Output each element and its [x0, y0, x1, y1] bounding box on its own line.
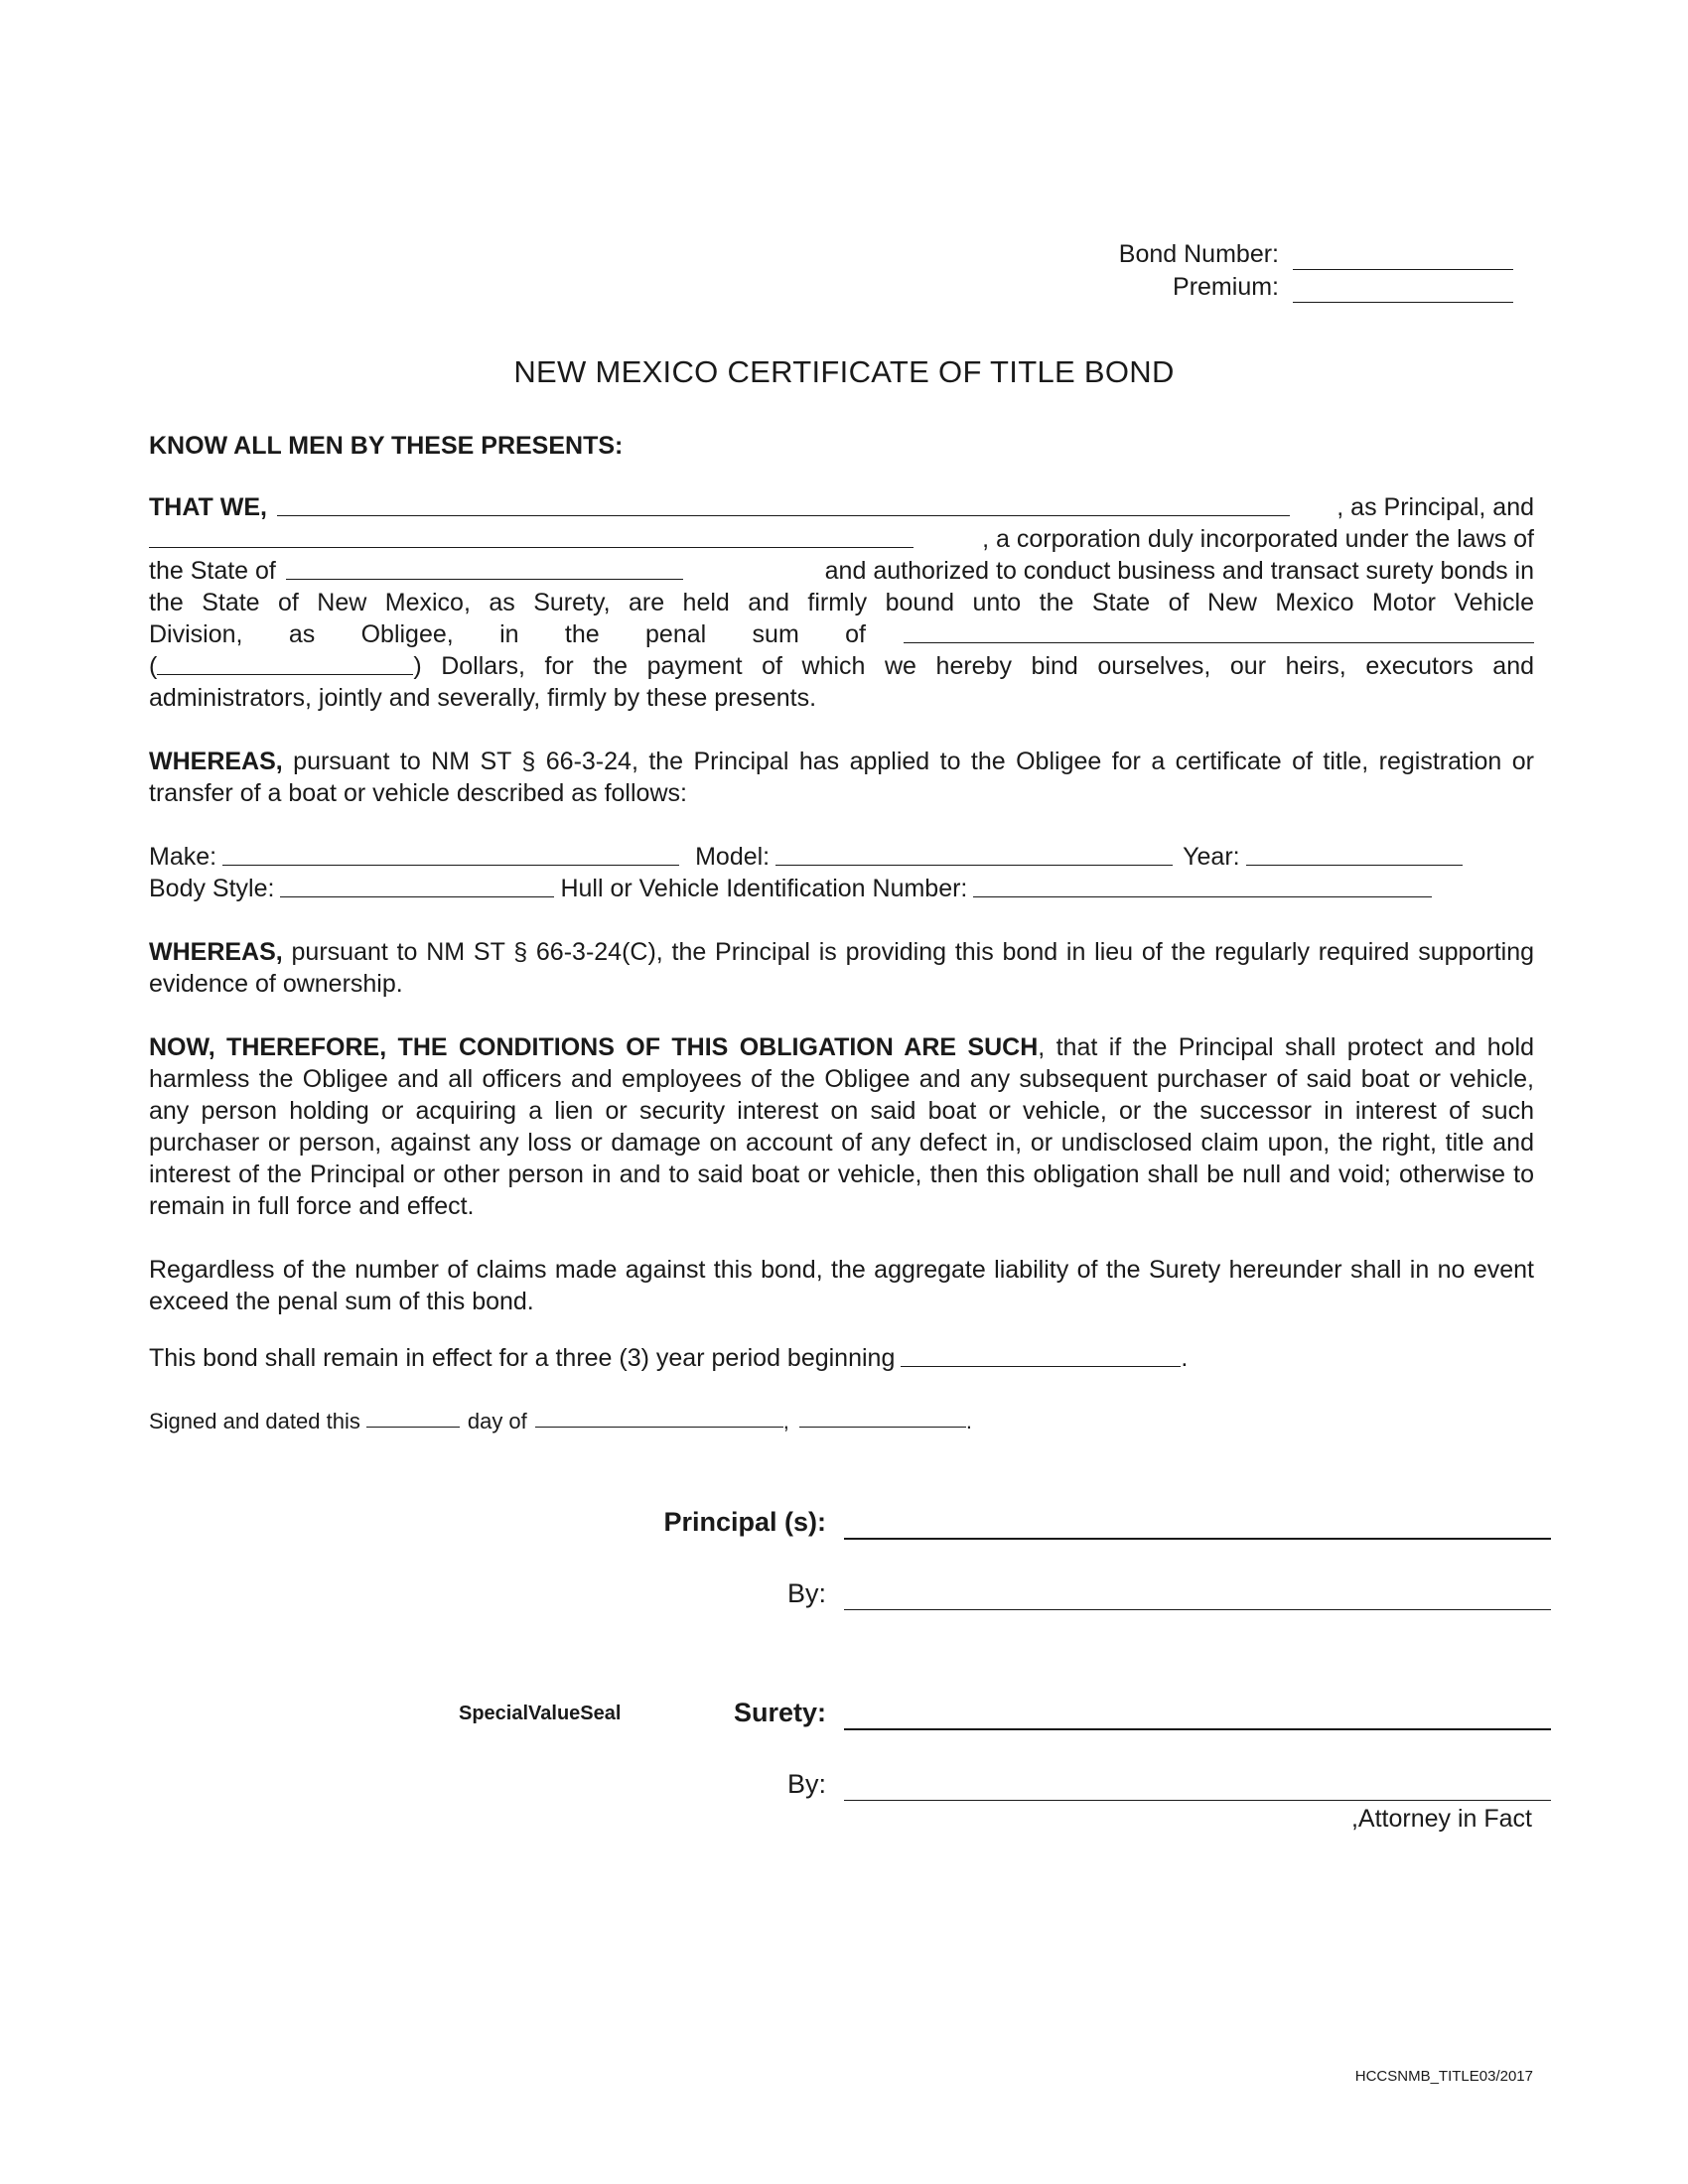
dollars-text: ) Dollars, for the payment of which we hereby bind ourselves, our heirs, executors and — [413, 652, 1534, 680]
state-of-label: the State of — [149, 557, 276, 585]
that-we-line-6 — [149, 650, 1534, 682]
year-field[interactable] — [1246, 841, 1463, 866]
conditions-paragraph — [149, 1031, 1534, 1222]
make-field[interactable] — [222, 841, 679, 866]
signed-comma: , — [782, 1409, 789, 1433]
term-begin-date-field[interactable] — [901, 1342, 1181, 1367]
state-of-incorporation-field[interactable] — [286, 555, 683, 580]
signed-prefix: Signed and dated this — [149, 1409, 360, 1433]
signed-line — [149, 1406, 1534, 1437]
premium-label: Premium: — [1173, 273, 1279, 301]
whereas-1-lead: WHEREAS, — [149, 748, 283, 775]
principal-by-line[interactable] — [844, 1572, 1551, 1610]
whereas-2-lead: WHEREAS, — [149, 938, 283, 966]
body-style-field[interactable] — [280, 873, 554, 897]
conditions-text: , that if the Principal shall protect and hold harmless the Obligee and all officers and employees of the Obligee and any subsequent purchaser of said boat or vehicle, any person holding or acquiring a lien or security interest on said boat or vehicle, or the successor in interest of such purchaser or person, against any loss or damage on account of any defect in, or undisclosed claim upon, the right, title and interest of the Principal or other person in and to said boat or vehicle, then this obligation shall be null and void; otherwise to remain in full force and effect. — [149, 1033, 1534, 1220]
document-title: NEW MEXICO CERTIFICATE OF TITLE BOND — [513, 354, 1175, 389]
bond-number-row — [1119, 238, 1513, 270]
penal-sum-text: Division, as Obligee, in the penal sum of — [149, 620, 866, 648]
body-style-label: Body Style: — [149, 875, 275, 902]
day-of-label: day of — [467, 1409, 527, 1433]
special-value-seal: SpecialValueSeal — [459, 1703, 622, 1724]
term-period: . — [1181, 1344, 1189, 1372]
surety-by-line[interactable] — [844, 1763, 1551, 1801]
conditions-lead: NOW, THEREFORE, THE CONDITIONS OF THIS OBLIGATION ARE SUCH — [149, 1033, 1039, 1061]
that-we-line-7: administrators, jointly and severally, firmly by these presents. — [149, 684, 817, 712]
whereas-1-text: pursuant to NM ST § 66-3-24, the Principal has applied to the Obligee for a certificate of title, registration or transfer of a boat or vehicle described as follows: — [149, 748, 1534, 807]
vehicle-line-2 — [149, 873, 1534, 904]
vin-field[interactable] — [973, 873, 1432, 897]
term-line — [149, 1342, 1534, 1374]
aggregate-paragraph: Regardless of the number of claims made against this bond, the aggregate liability of the Surety hereunder shall in no event exceed the penal sum of this bond. — [149, 1256, 1534, 1315]
corporation-text: , a corporation duly incorporated under the laws of — [982, 525, 1534, 553]
signed-period: . — [965, 1409, 973, 1433]
whereas-2-text: pursuant to NM ST § 66-3-24(C), the Principal is providing this bond in lieu of the regularly required supporting evidence of ownership. — [149, 938, 1534, 998]
penal-sum-words-field[interactable] — [904, 618, 1534, 643]
signed-month-field[interactable] — [535, 1406, 783, 1428]
vin-label: Hull or Vehicle Identification Number: — [560, 875, 968, 902]
intro-heading: KNOW ALL MEN BY THESE PRESENTS: — [149, 432, 624, 460]
signed-day-field[interactable] — [366, 1406, 460, 1428]
principal-label: Principal (s): — [663, 1507, 826, 1537]
model-field[interactable] — [775, 841, 1173, 866]
paren-open: ( — [149, 652, 158, 680]
premium-row — [1173, 271, 1513, 303]
form-code: HCCSNMB_TITLE03/2017 — [1354, 2068, 1533, 2085]
whereas-2-paragraph — [149, 936, 1534, 1000]
that-we-line-1 — [149, 491, 1534, 523]
that-we-line-4: the State of New Mexico, as Surety, are held and firmly bound unto the State of New Mexico Motor Vehicle — [149, 589, 1534, 616]
surety-name-field[interactable] — [149, 523, 914, 548]
make-label: Make: — [149, 843, 217, 871]
model-label: Model: — [695, 843, 771, 871]
as-principal-text: , as Principal, and — [1336, 493, 1534, 521]
premium-field[interactable] — [1293, 276, 1513, 303]
bond-number-field[interactable] — [1293, 243, 1513, 270]
principal-name-field[interactable] — [277, 491, 1290, 516]
surety-label: Surety: — [733, 1698, 826, 1727]
that-we-lead: THAT WE, — [149, 493, 267, 521]
surety-signature-line[interactable] — [844, 1692, 1551, 1730]
that-we-line-3 — [149, 555, 1534, 587]
principal-signature-line[interactable] — [844, 1501, 1551, 1540]
that-we-line-2 — [149, 523, 1534, 555]
signed-year-field[interactable] — [799, 1406, 966, 1428]
principal-by-label: By: — [786, 1578, 826, 1608]
term-text: This bond shall remain in effect for a three (3) year period beginning — [149, 1344, 896, 1372]
attorney-in-fact-label: ,Attorney in Fact — [1350, 1805, 1532, 1833]
whereas-1-paragraph — [149, 746, 1534, 809]
bond-number-label: Bond Number: — [1118, 240, 1279, 268]
surety-by-label: By: — [786, 1769, 826, 1799]
that-we-line-5 — [149, 618, 1534, 650]
penal-sum-amount-field[interactable] — [157, 650, 413, 675]
vehicle-line-1 — [149, 841, 1534, 873]
authorized-text: and authorized to conduct business and transact surety bonds in — [824, 557, 1534, 585]
year-label: Year: — [1183, 843, 1240, 871]
